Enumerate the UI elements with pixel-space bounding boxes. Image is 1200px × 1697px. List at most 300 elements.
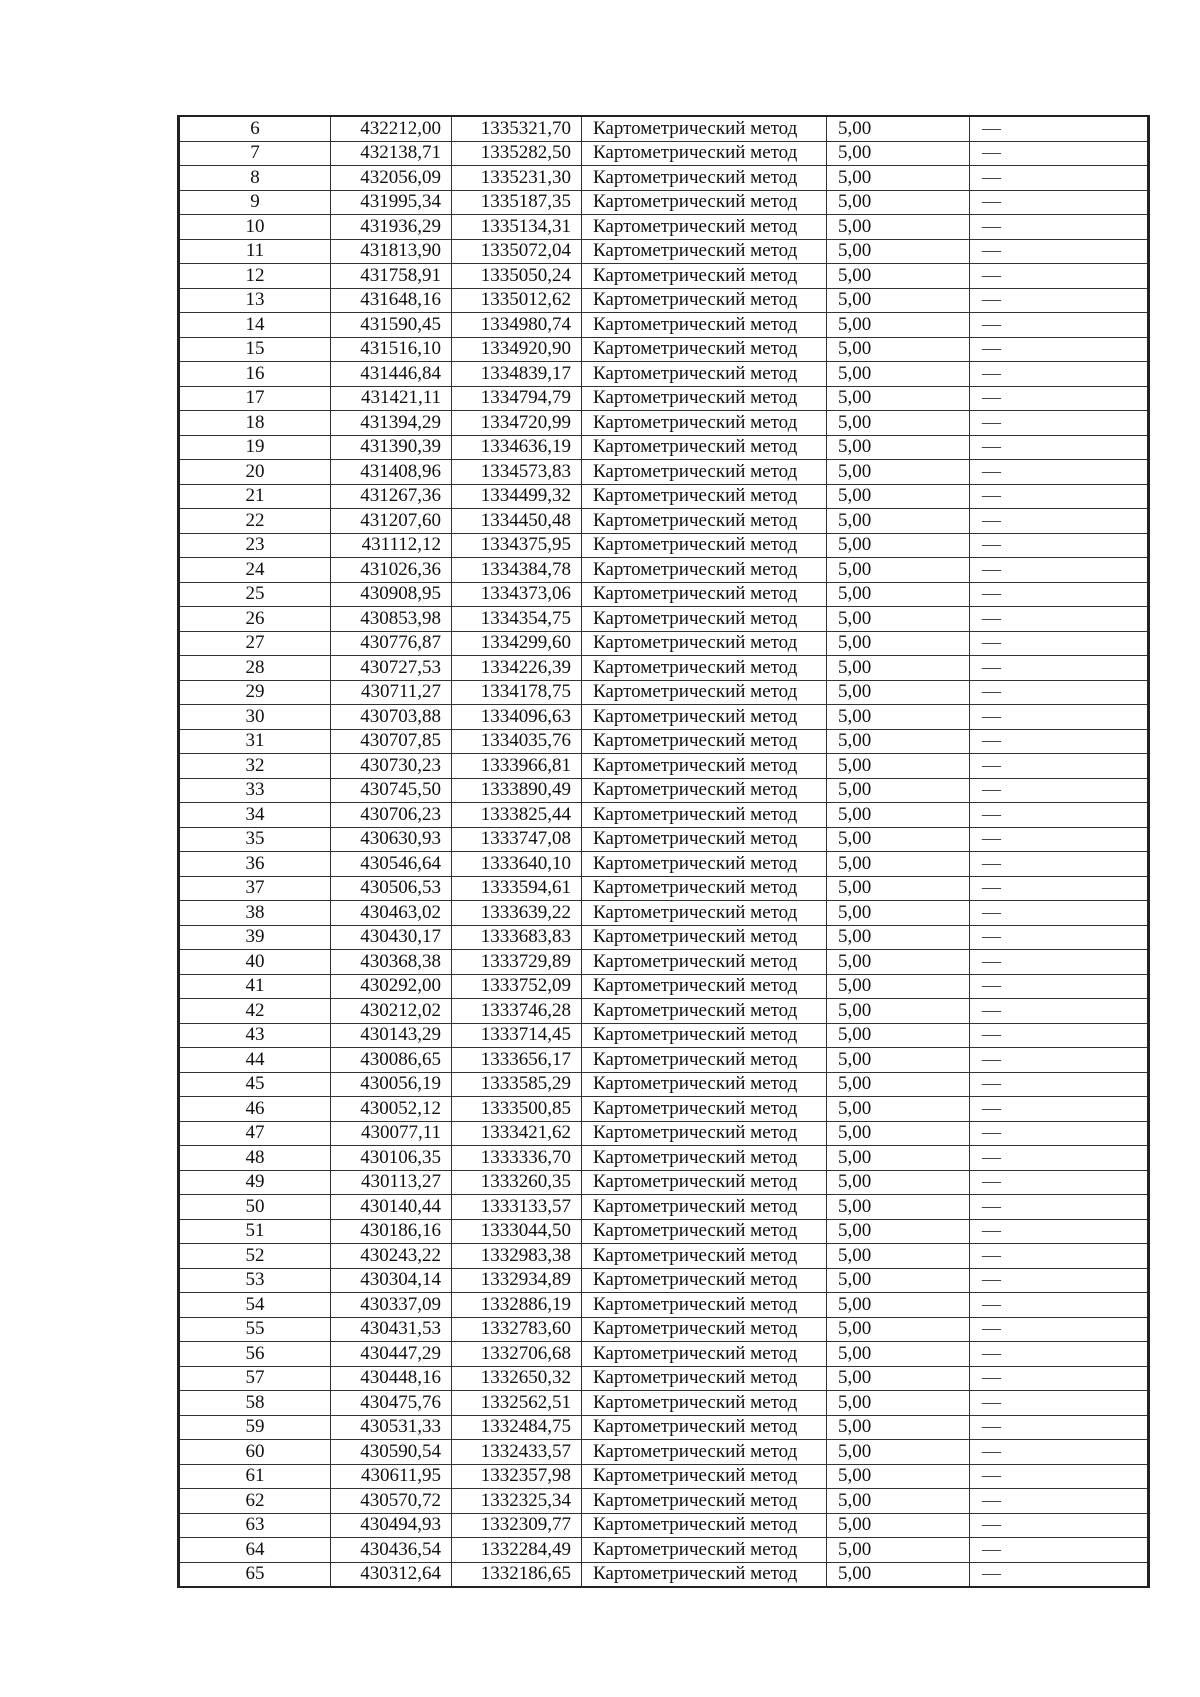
y-coordinate-cell: 1334839,17 [452, 362, 582, 387]
description-cell: — [970, 362, 1149, 387]
point-number-cell: 47 [179, 1121, 331, 1146]
table-row [179, 1219, 1149, 1244]
table-row [179, 141, 1149, 166]
x-coordinate-cell: 431026,36 [331, 558, 452, 583]
point-number-cell: 16 [179, 362, 331, 387]
point-number-cell: 10 [179, 215, 331, 240]
table-row [179, 484, 1149, 509]
table-row [179, 925, 1149, 950]
description-cell: — [970, 1293, 1149, 1318]
x-coordinate-cell: 430711,27 [331, 680, 452, 705]
y-coordinate-cell: 1335134,31 [452, 215, 582, 240]
description-cell: — [970, 1464, 1149, 1489]
x-coordinate-cell: 430730,23 [331, 754, 452, 779]
x-coordinate-cell: 430706,23 [331, 803, 452, 828]
x-coordinate-cell: 431758,91 [331, 264, 452, 289]
accuracy-cell: 5,00 [827, 141, 970, 166]
method-cell: Картометрический метод [582, 1391, 827, 1416]
accuracy-cell: 5,00 [827, 484, 970, 509]
x-coordinate-cell: 430077,11 [331, 1121, 452, 1146]
method-cell: Картометрический метод [582, 362, 827, 387]
description-cell: — [970, 1391, 1149, 1416]
method-cell: Картометрический метод [582, 264, 827, 289]
method-cell: Картометрический метод [582, 1317, 827, 1342]
accuracy-cell: 5,00 [827, 680, 970, 705]
accuracy-cell: 5,00 [827, 509, 970, 534]
accuracy-cell: 5,00 [827, 1317, 970, 1342]
accuracy-cell: 5,00 [827, 1195, 970, 1220]
table-row [179, 1513, 1149, 1538]
x-coordinate-cell: 430908,95 [331, 582, 452, 607]
method-cell: Картометрический метод [582, 215, 827, 240]
method-cell: Картометрический метод [582, 1072, 827, 1097]
point-number-cell: 15 [179, 337, 331, 362]
method-cell: Картометрический метод [582, 876, 827, 901]
point-number-cell: 62 [179, 1489, 331, 1514]
method-cell: Картометрический метод [582, 1023, 827, 1048]
description-cell: — [970, 1538, 1149, 1563]
x-coordinate-cell: 430436,54 [331, 1538, 452, 1563]
method-cell: Картометрический метод [582, 974, 827, 999]
description-cell: — [970, 1072, 1149, 1097]
accuracy-cell: 5,00 [827, 460, 970, 485]
x-coordinate-cell: 430448,16 [331, 1366, 452, 1391]
point-number-cell: 33 [179, 778, 331, 803]
y-coordinate-cell: 1332284,49 [452, 1538, 582, 1563]
description-cell: — [970, 386, 1149, 411]
x-coordinate-cell: 430312,64 [331, 1562, 452, 1587]
accuracy-cell: 5,00 [827, 215, 970, 240]
table-row [179, 1170, 1149, 1195]
y-coordinate-cell: 1332325,34 [452, 1489, 582, 1514]
description-cell: — [970, 166, 1149, 191]
accuracy-cell: 5,00 [827, 1489, 970, 1514]
x-coordinate-cell: 430143,29 [331, 1023, 452, 1048]
point-number-cell: 7 [179, 141, 331, 166]
x-coordinate-cell: 431112,12 [331, 533, 452, 558]
accuracy-cell: 5,00 [827, 1366, 970, 1391]
accuracy-cell: 5,00 [827, 1219, 970, 1244]
point-number-cell: 6 [179, 116, 331, 141]
table-row [179, 1121, 1149, 1146]
description-cell: — [970, 288, 1149, 313]
accuracy-cell: 5,00 [827, 1268, 970, 1293]
description-cell: — [970, 778, 1149, 803]
y-coordinate-cell: 1334980,74 [452, 313, 582, 338]
description-cell: — [970, 1342, 1149, 1367]
point-number-cell: 43 [179, 1023, 331, 1048]
accuracy-cell: 5,00 [827, 1464, 970, 1489]
description-cell: — [970, 925, 1149, 950]
method-cell: Картометрический метод [582, 1342, 827, 1367]
y-coordinate-cell: 1334178,75 [452, 680, 582, 705]
y-coordinate-cell: 1334636,19 [452, 435, 582, 460]
x-coordinate-cell: 430475,76 [331, 1391, 452, 1416]
method-cell: Картометрический метод [582, 999, 827, 1024]
y-coordinate-cell: 1334450,48 [452, 509, 582, 534]
table-row [179, 1391, 1149, 1416]
y-coordinate-cell: 1334373,06 [452, 582, 582, 607]
method-cell: Картометрический метод [582, 582, 827, 607]
y-coordinate-cell: 1335072,04 [452, 239, 582, 264]
x-coordinate-cell: 430186,16 [331, 1219, 452, 1244]
x-coordinate-cell: 430447,29 [331, 1342, 452, 1367]
table-row [179, 1023, 1149, 1048]
accuracy-cell: 5,00 [827, 1170, 970, 1195]
table-row [179, 901, 1149, 926]
table-row [179, 558, 1149, 583]
x-coordinate-cell: 430086,65 [331, 1048, 452, 1073]
method-cell: Картометрический метод [582, 680, 827, 705]
accuracy-cell: 5,00 [827, 337, 970, 362]
x-coordinate-cell: 430707,85 [331, 729, 452, 754]
method-cell: Картометрический метод [582, 656, 827, 681]
x-coordinate-cell: 430113,27 [331, 1170, 452, 1195]
method-cell: Картометрический метод [582, 166, 827, 191]
table-row [179, 1097, 1149, 1122]
point-number-cell: 37 [179, 876, 331, 901]
point-number-cell: 29 [179, 680, 331, 705]
table-row [179, 239, 1149, 264]
table-row [179, 1342, 1149, 1367]
y-coordinate-cell: 1333966,81 [452, 754, 582, 779]
table-row [179, 1268, 1149, 1293]
description-cell: — [970, 582, 1149, 607]
point-number-cell: 21 [179, 484, 331, 509]
table-row [179, 116, 1149, 141]
description-cell: — [970, 1219, 1149, 1244]
x-coordinate-cell: 430106,35 [331, 1146, 452, 1171]
description-cell: — [970, 631, 1149, 656]
y-coordinate-cell: 1334720,99 [452, 411, 582, 436]
table-row [179, 215, 1149, 240]
description-cell: — [970, 460, 1149, 485]
accuracy-cell: 5,00 [827, 1244, 970, 1269]
y-coordinate-cell: 1332484,75 [452, 1415, 582, 1440]
y-coordinate-cell: 1333585,29 [452, 1072, 582, 1097]
table-row [179, 607, 1149, 632]
table-row [179, 1048, 1149, 1073]
y-coordinate-cell: 1332650,32 [452, 1366, 582, 1391]
y-coordinate-cell: 1333044,50 [452, 1219, 582, 1244]
accuracy-cell: 5,00 [827, 1342, 970, 1367]
x-coordinate-cell: 432056,09 [331, 166, 452, 191]
description-cell: — [970, 1170, 1149, 1195]
method-cell: Картометрический метод [582, 313, 827, 338]
point-number-cell: 22 [179, 509, 331, 534]
description-cell: — [970, 558, 1149, 583]
y-coordinate-cell: 1333890,49 [452, 778, 582, 803]
accuracy-cell: 5,00 [827, 313, 970, 338]
method-cell: Картометрический метод [582, 754, 827, 779]
table-row [179, 1440, 1149, 1465]
table-row [179, 337, 1149, 362]
description-cell: — [970, 607, 1149, 632]
accuracy-cell: 5,00 [827, 656, 970, 681]
y-coordinate-cell: 1334794,79 [452, 386, 582, 411]
accuracy-cell: 5,00 [827, 1562, 970, 1587]
y-coordinate-cell: 1334299,60 [452, 631, 582, 656]
y-coordinate-cell: 1335187,35 [452, 190, 582, 215]
description-cell: — [970, 803, 1149, 828]
y-coordinate-cell: 1333640,10 [452, 852, 582, 877]
table-row [179, 435, 1149, 460]
point-number-cell: 45 [179, 1072, 331, 1097]
x-coordinate-cell: 430140,44 [331, 1195, 452, 1220]
table-row [179, 999, 1149, 1024]
x-coordinate-cell: 430727,53 [331, 656, 452, 681]
accuracy-cell: 5,00 [827, 116, 970, 141]
y-coordinate-cell: 1335321,70 [452, 116, 582, 141]
accuracy-cell: 5,00 [827, 533, 970, 558]
point-number-cell: 39 [179, 925, 331, 950]
table-row [179, 1562, 1149, 1587]
method-cell: Картометрический метод [582, 533, 827, 558]
x-coordinate-cell: 431267,36 [331, 484, 452, 509]
method-cell: Картометрический метод [582, 1538, 827, 1563]
description-cell: — [970, 827, 1149, 852]
description-cell: — [970, 656, 1149, 681]
table-row [179, 362, 1149, 387]
method-cell: Картометрический метод [582, 1366, 827, 1391]
point-number-cell: 23 [179, 533, 331, 558]
accuracy-cell: 5,00 [827, 362, 970, 387]
x-coordinate-cell: 430745,50 [331, 778, 452, 803]
table-row [179, 288, 1149, 313]
accuracy-cell: 5,00 [827, 803, 970, 828]
table-row [179, 264, 1149, 289]
y-coordinate-cell: 1334096,63 [452, 705, 582, 730]
point-number-cell: 49 [179, 1170, 331, 1195]
method-cell: Картометрический метод [582, 852, 827, 877]
x-coordinate-cell: 431936,29 [331, 215, 452, 240]
x-coordinate-cell: 431516,10 [331, 337, 452, 362]
y-coordinate-cell: 1333656,17 [452, 1048, 582, 1073]
point-number-cell: 32 [179, 754, 331, 779]
accuracy-cell: 5,00 [827, 607, 970, 632]
description-cell: — [970, 876, 1149, 901]
y-coordinate-cell: 1332783,60 [452, 1317, 582, 1342]
point-number-cell: 56 [179, 1342, 331, 1367]
x-coordinate-cell: 431421,11 [331, 386, 452, 411]
table-row [179, 950, 1149, 975]
accuracy-cell: 5,00 [827, 950, 970, 975]
table-row [179, 631, 1149, 656]
x-coordinate-cell: 430463,02 [331, 901, 452, 926]
accuracy-cell: 5,00 [827, 901, 970, 926]
description-cell: — [970, 411, 1149, 436]
point-number-cell: 46 [179, 1097, 331, 1122]
method-cell: Картометрический метод [582, 1121, 827, 1146]
table-row [179, 582, 1149, 607]
description-cell: — [970, 509, 1149, 534]
point-number-cell: 17 [179, 386, 331, 411]
point-number-cell: 26 [179, 607, 331, 632]
y-coordinate-cell: 1333714,45 [452, 1023, 582, 1048]
method-cell: Картометрический метод [582, 901, 827, 926]
table-row [179, 1244, 1149, 1269]
point-number-cell: 55 [179, 1317, 331, 1342]
y-coordinate-cell: 1334226,39 [452, 656, 582, 681]
description-cell: — [970, 239, 1149, 264]
y-coordinate-cell: 1332886,19 [452, 1293, 582, 1318]
method-cell: Картометрический метод [582, 386, 827, 411]
point-number-cell: 54 [179, 1293, 331, 1318]
y-coordinate-cell: 1332983,38 [452, 1244, 582, 1269]
description-cell: — [970, 1513, 1149, 1538]
description-cell: — [970, 1048, 1149, 1073]
description-cell: — [970, 215, 1149, 240]
y-coordinate-cell: 1335231,30 [452, 166, 582, 191]
accuracy-cell: 5,00 [827, 1513, 970, 1538]
point-number-cell: 48 [179, 1146, 331, 1171]
point-number-cell: 40 [179, 950, 331, 975]
y-coordinate-cell: 1333421,62 [452, 1121, 582, 1146]
point-number-cell: 9 [179, 190, 331, 215]
x-coordinate-cell: 430430,17 [331, 925, 452, 950]
point-number-cell: 34 [179, 803, 331, 828]
x-coordinate-cell: 430853,98 [331, 607, 452, 632]
table-row [179, 411, 1149, 436]
y-coordinate-cell: 1333746,28 [452, 999, 582, 1024]
method-cell: Картометрический метод [582, 1562, 827, 1587]
method-cell: Картометрический метод [582, 631, 827, 656]
point-number-cell: 61 [179, 1464, 331, 1489]
point-number-cell: 53 [179, 1268, 331, 1293]
description-cell: — [970, 1023, 1149, 1048]
y-coordinate-cell: 1332562,51 [452, 1391, 582, 1416]
table-row [179, 1538, 1149, 1563]
method-cell: Картометрический метод [582, 1415, 827, 1440]
point-number-cell: 50 [179, 1195, 331, 1220]
method-cell: Картометрический метод [582, 190, 827, 215]
point-number-cell: 41 [179, 974, 331, 999]
y-coordinate-cell: 1333747,08 [452, 827, 582, 852]
method-cell: Картометрический метод [582, 460, 827, 485]
description-cell: — [970, 264, 1149, 289]
table-row [179, 1489, 1149, 1514]
y-coordinate-cell: 1333729,89 [452, 950, 582, 975]
description-cell: — [970, 680, 1149, 705]
point-number-cell: 24 [179, 558, 331, 583]
accuracy-cell: 5,00 [827, 999, 970, 1024]
accuracy-cell: 5,00 [827, 754, 970, 779]
method-cell: Картометрический метод [582, 411, 827, 436]
description-cell: — [970, 1489, 1149, 1514]
table-row [179, 190, 1149, 215]
accuracy-cell: 5,00 [827, 852, 970, 877]
table-row [179, 1146, 1149, 1171]
accuracy-cell: 5,00 [827, 1415, 970, 1440]
y-coordinate-cell: 1332706,68 [452, 1342, 582, 1367]
description-cell: — [970, 533, 1149, 558]
coordinates-table [177, 115, 1150, 1588]
table-row [179, 876, 1149, 901]
description-cell: — [970, 1268, 1149, 1293]
point-number-cell: 35 [179, 827, 331, 852]
point-number-cell: 38 [179, 901, 331, 926]
y-coordinate-cell: 1332186,65 [452, 1562, 582, 1587]
description-cell: — [970, 1195, 1149, 1220]
x-coordinate-cell: 430494,93 [331, 1513, 452, 1538]
description-cell: — [970, 852, 1149, 877]
x-coordinate-cell: 430052,12 [331, 1097, 452, 1122]
method-cell: Картометрический метод [582, 239, 827, 264]
point-number-cell: 51 [179, 1219, 331, 1244]
y-coordinate-cell: 1334920,90 [452, 337, 582, 362]
table-row [179, 1072, 1149, 1097]
description-cell: — [970, 1366, 1149, 1391]
point-number-cell: 63 [179, 1513, 331, 1538]
y-coordinate-cell: 1333594,61 [452, 876, 582, 901]
method-cell: Картометрический метод [582, 950, 827, 975]
y-coordinate-cell: 1333336,70 [452, 1146, 582, 1171]
x-coordinate-cell: 430611,95 [331, 1464, 452, 1489]
x-coordinate-cell: 431995,34 [331, 190, 452, 215]
point-number-cell: 19 [179, 435, 331, 460]
accuracy-cell: 5,00 [827, 411, 970, 436]
accuracy-cell: 5,00 [827, 166, 970, 191]
description-cell: — [970, 313, 1149, 338]
table-row [179, 705, 1149, 730]
point-number-cell: 11 [179, 239, 331, 264]
description-cell: — [970, 484, 1149, 509]
method-cell: Картометрический метод [582, 337, 827, 362]
method-cell: Картометрический метод [582, 1219, 827, 1244]
x-coordinate-cell: 430590,54 [331, 1440, 452, 1465]
point-number-cell: 8 [179, 166, 331, 191]
x-coordinate-cell: 430304,14 [331, 1268, 452, 1293]
y-coordinate-cell: 1333683,83 [452, 925, 582, 950]
x-coordinate-cell: 430531,33 [331, 1415, 452, 1440]
accuracy-cell: 5,00 [827, 435, 970, 460]
table-row [179, 1366, 1149, 1391]
accuracy-cell: 5,00 [827, 1146, 970, 1171]
table-row [179, 729, 1149, 754]
point-number-cell: 20 [179, 460, 331, 485]
description-cell: — [970, 190, 1149, 215]
description-cell: — [970, 754, 1149, 779]
description-cell: — [970, 950, 1149, 975]
y-coordinate-cell: 1334375,95 [452, 533, 582, 558]
y-coordinate-cell: 1333133,57 [452, 1195, 582, 1220]
x-coordinate-cell: 430630,93 [331, 827, 452, 852]
method-cell: Картометрический метод [582, 1513, 827, 1538]
y-coordinate-cell: 1333260,35 [452, 1170, 582, 1195]
method-cell: Картометрический метод [582, 1440, 827, 1465]
point-number-cell: 59 [179, 1415, 331, 1440]
x-coordinate-cell: 430212,02 [331, 999, 452, 1024]
accuracy-cell: 5,00 [827, 778, 970, 803]
table-row [179, 460, 1149, 485]
point-number-cell: 64 [179, 1538, 331, 1563]
accuracy-cell: 5,00 [827, 876, 970, 901]
x-coordinate-cell: 430570,72 [331, 1489, 452, 1514]
table-row [179, 166, 1149, 191]
method-cell: Картометрический метод [582, 1170, 827, 1195]
x-coordinate-cell: 431590,45 [331, 313, 452, 338]
point-number-cell: 36 [179, 852, 331, 877]
description-cell: — [970, 116, 1149, 141]
accuracy-cell: 5,00 [827, 1048, 970, 1073]
y-coordinate-cell: 1334499,32 [452, 484, 582, 509]
description-cell: — [970, 141, 1149, 166]
y-coordinate-cell: 1333825,44 [452, 803, 582, 828]
point-number-cell: 25 [179, 582, 331, 607]
method-cell: Картометрический метод [582, 288, 827, 313]
accuracy-cell: 5,00 [827, 1072, 970, 1097]
point-number-cell: 60 [179, 1440, 331, 1465]
